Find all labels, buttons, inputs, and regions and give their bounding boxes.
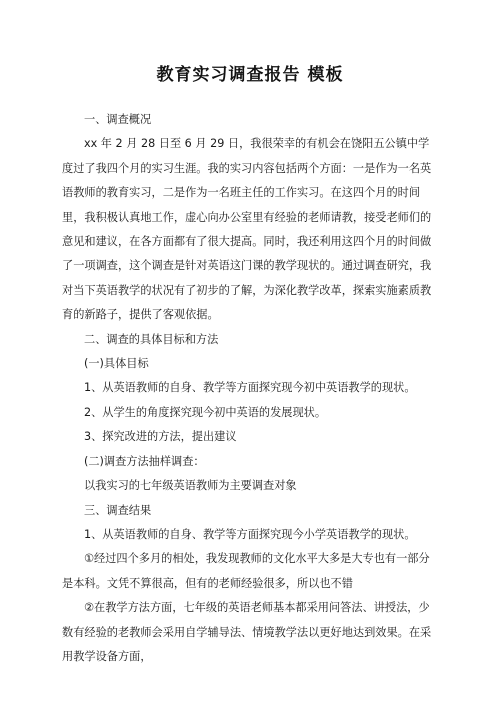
- result-item-1: 1、从英语教师的自身、教学等方面探究现今小学英语教学的现状。: [84, 527, 416, 541]
- goal-item-3: 3、探究改进的方法，提出建议: [84, 430, 237, 444]
- section-heading-results: 三、调查结果: [84, 503, 152, 517]
- paragraph-overview: xx 年 2 月 28 日至 6 月 29 日，我很荣幸的有机会在饶阳五公镇中学度过了我四个月的实习生涯。我的实习内容包括两个方面：一是作为一名英语教师的教育实习，二是作为一名班主任的工作实习。在这四个月的时间里，我积极认真地工作，虚心向办公室里有经验的老师请教，接受老师们的意见和建议，在各方面都有了很大提高。同时，我还利用这四个月的时间做了一项调查，这个调查是针对英语这门课的教学现状的。通过调查研究，我对当下英语教学的状况有了初步的了解，为深化教学改革，探索实施素质教育的新路子，提供了客观依据。: [62, 137, 432, 322]
- subheading-survey-method: (二)调查方法抽样调查：: [84, 454, 205, 468]
- section-heading-goals-methods: 二、调查的具体目标和方法: [84, 332, 219, 346]
- document-title: 教育实习调查报告 模板: [156, 65, 344, 85]
- goal-item-2: 2、从学生的角度探究现今初中英语的发展现状。: [84, 405, 327, 419]
- result-paragraph-2: ②在教学方法方面，七年级的英语老师基本都采用问答法、讲授法，少数有经验的老教师会采用自学辅导法、情境教学法以更好地达到效果。在采用教学设备方面，: [62, 601, 432, 663]
- document-body: [62, 108, 440, 669]
- goal-item-1: 1、从英语教师的自身、教学等方面探究现今初中英语教学的现状。: [84, 381, 416, 395]
- section-heading-overview: 一、调查概况: [84, 113, 152, 126]
- result-paragraph-1: ①经过四个多月的相处，我发现教师的文化水平大多是大专也有一部分是本科。文凭不算很高，但有的老师经验很多，所以也不错: [62, 552, 430, 590]
- subheading-specific-goals: (一)具体目标: [84, 357, 149, 371]
- survey-subject-line: 以我实习的七年级英语教师为主要调查对象: [84, 479, 297, 493]
